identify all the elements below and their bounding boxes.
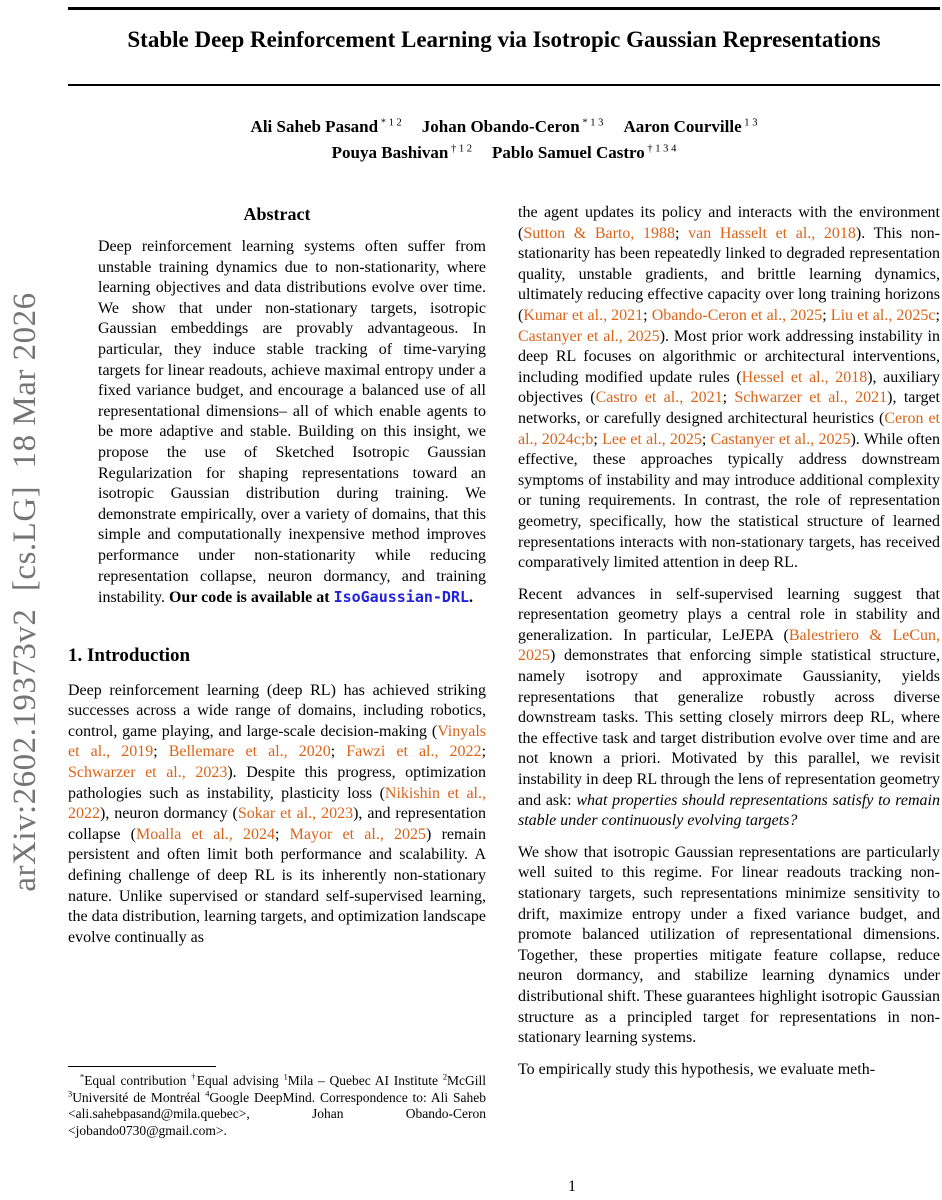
text-run: To empirically study this hypothesis, we evaluate meth- (518, 1060, 876, 1078)
superscript: † 1 3 4 (644, 143, 677, 155)
citation-link[interactable]: van Hasselt et al., 2018 (688, 224, 856, 242)
text-run: Recent advances in self-supervised learning suggest that representation geometry plays a central role in stability and generalization. In particular, LeJEPA ( (518, 585, 940, 644)
citation-link[interactable]: Vinyals et al., 2019 (68, 722, 486, 761)
text-run: We show that isotropic Gaussian representations are particularly well suited to this regime. For linear readouts tracking non-stationary targets, such representations minimize sensitivity to drift, maximize entropy under a fixed variance budget, and promote balanced utilization of representational dimensions. Together, these properties mitigate feature collapse, reduce neuron dormancy, and stabilize learning dynamics under distributional shift. These guarantees highlight isotropic Gaussian structure as a principled target for representations in non-stationary learning systems. (518, 843, 940, 1047)
text-run: the agent updates its policy and interacts with the environment ( (518, 204, 940, 242)
text-run: ) demonstrates that enforcing simple statistical structure, namely isotropy and approximate Gaussianity, yields representations that generalize robustly across diverse downstream tasks. This setting closely mirrors deep RL, where the effective task and target distribution evolve over time and are not known a priori. Motivated by this parallel, we revisit instability in deep RL through the lens of representation geometry and ask: (518, 647, 940, 809)
superscript: 3 (68, 1089, 73, 1099)
text-run: . (469, 589, 474, 607)
citation-link[interactable]: Fawzi et al., 2022 (346, 743, 482, 761)
abstract-text (98, 237, 486, 609)
superscript: * 1 2 (378, 117, 402, 129)
superscript: 1 (283, 1072, 288, 1082)
left-column (68, 200, 486, 1152)
text-run: ), and representation collapse ( (68, 805, 486, 843)
superscript: † (191, 1072, 197, 1082)
text-run: Mila – Quebec AI Institute (287, 1072, 443, 1088)
paragraph (518, 843, 940, 1049)
right-column (518, 200, 940, 1152)
text-run: ). This non-stationarity has been repeatedly linked to degraded representation quality, unstable gradients, and brittle learning dynamics, ultimately reducing effective capacity over long training horizons ( (518, 224, 940, 324)
paragraph (518, 1060, 940, 1081)
text-run: ; (822, 306, 831, 324)
title-rule-bottom (68, 84, 940, 86)
text-run: ; (701, 430, 711, 448)
text-run: ; (275, 825, 290, 843)
citation-link[interactable]: Mayor et al., 2025 (289, 825, 427, 843)
citation-link[interactable]: Obando-Ceron et al., 2025 (651, 306, 823, 324)
superscript: 4 (205, 1089, 210, 1099)
citation-link[interactable]: Nikishin et al., 2022 (68, 784, 486, 823)
paragraph (518, 203, 940, 574)
abstract-heading: Abstract (243, 204, 311, 224)
page-content (68, 0, 940, 1195)
citation-link[interactable]: Castro et al., 2021 (595, 389, 723, 407)
superscript: * (80, 1072, 85, 1082)
citation-link[interactable]: Moalla et al., 2024 (135, 825, 276, 843)
paper-title: Stable Deep Reinforcement Learning via Isotropic Gaussian Representations (127, 27, 881, 52)
text-run: Aaron Courville (623, 117, 742, 136)
arxiv-watermark: arXiv:2602.19373v2 [cs.LG] 18 Mar 2026 (7, 292, 43, 892)
section-heading-introduction: 1. Introduction (68, 644, 191, 666)
citation-link[interactable]: Liu et al., 2025c (830, 306, 936, 324)
text-run: ) remain persistent and often limit both performance and scalability. A defining challenge of deep RL is its inherently non-stationary nature. Unlike supervised or standard self-supervised learning, the data distribution, learning targets, and optimization landscape evolve continually as (68, 825, 486, 946)
citation-link[interactable]: Kumar et al., 2021 (523, 306, 644, 324)
text-run: Equal contribution (84, 1072, 192, 1088)
citation-link[interactable]: Ceron et al., 2024c;b (518, 409, 940, 448)
footnote-block (68, 1066, 486, 1140)
text-run: Equal advising (196, 1072, 284, 1088)
citation-link[interactable]: Castanyer et al., 2025 (518, 327, 660, 345)
text-run: Pouya Bashivan (331, 143, 449, 162)
text-run: Deep reinforcement learning systems often suffer from unstable training dynamics due to non-stationarity, where learning objectives and data distributions evolve over time. We show that under non-stationary targets, isotropic Gaussian embeddings are provably advantageous. In particular, they induce stable tracking of time-varying targets for linear readouts, achieve maximal entropy under a fixed variance budget, and encourage a balanced use of all representational dimensions– all of which enable agents to be more adaptive and stable. Building on this insight, we propose the use of Sketched Isotropic Gaussian Regularization for shaping representations toward an isotropic Gaussian distribution during training. We demonstrate empirically, over a variety of domains, that this simple and computationally inexpensive method improves performance under non-stationarity while reducing representation collapse, neuron dormancy, and training instability. (98, 238, 486, 607)
page-number: 1 (568, 1178, 576, 1195)
text-run: ; (481, 743, 486, 761)
text-run: Pablo Samuel Castro (492, 143, 645, 162)
text-run: Google DeepMind. Correspondence to: Ali Saheb <ali.sahebpasand@mila.quebec>, Johan Obando-Ceron <jobando0730@gmail.com>. (68, 1089, 486, 1139)
text-run: ; (643, 306, 652, 324)
text-run: Johan Obando-Ceron (421, 117, 580, 136)
citation-link[interactable]: Balestriero & LeCun, 2025 (518, 626, 940, 665)
text-run: ; (153, 743, 169, 761)
citation-link[interactable]: Schwarzer et al., 2021 (734, 389, 888, 407)
citation-link[interactable]: Hessel et al., 2018 (741, 368, 868, 386)
author-line-1 (68, 114, 940, 140)
text-run: Université de Montréal (72, 1089, 206, 1105)
citation-link[interactable]: Castanyer et al., 2025 (710, 430, 851, 448)
footnote-rule (68, 1066, 216, 1067)
author-line-2 (68, 140, 940, 166)
citation-link[interactable]: Lee et al., 2025 (602, 430, 702, 448)
title-rule-top (68, 7, 940, 10)
code-link[interactable]: IsoGaussian-DRL (333, 588, 470, 607)
text-run: ), auxiliary objectives ( (518, 368, 940, 407)
footnote-text (68, 1073, 486, 1140)
text-run: ; (593, 430, 603, 448)
superscript: † 1 2 (448, 143, 473, 155)
text-run: ), neuron dormancy ( (100, 805, 238, 823)
text-run: ; (675, 224, 689, 242)
text-run: Deep reinforcement learning (deep RL) has achieved striking successes across a wide range of domains, including robotics, control, game playing, and large-scale decision-making ( (68, 681, 486, 740)
text-run: Ali Saheb Pasand (250, 117, 379, 136)
citation-link[interactable]: Sokar et al., 2023 (237, 805, 354, 823)
paragraph (68, 681, 486, 949)
text-run: ). Despite this progress, optimization pathologies such as instability, plasticity loss ( (68, 764, 486, 802)
text-run: ; (722, 389, 735, 407)
superscript: * 1 3 (579, 117, 604, 129)
text-run: what properties should representations satisfy to remain stable under continuously evolving targets? (518, 791, 940, 830)
text-run: ). While often effective, these approaches typically address downstream symptoms of instability and may introduce additional complexity or tuning requirements. In contrast, the role of representation geometry, specifically, how the statistical structure of learned representations interacts with non-stationary targets, has received comparatively limited attention in deep RL. (518, 430, 940, 572)
citation-link[interactable]: Bellemare et al., 2020 (168, 743, 331, 761)
two-column-body (68, 200, 940, 1152)
superscript: 1 3 (741, 117, 758, 129)
text-run: ). Most prior work addressing instability in deep RL focuses on algorithmic or architectural interventions, including modified update rules ( (518, 327, 940, 386)
citation-link[interactable]: Schwarzer et al., 2023 (68, 764, 228, 782)
text-run: McGill (447, 1072, 486, 1088)
paragraph (518, 585, 940, 832)
citation-link[interactable]: Sutton & Barto, 1988 (523, 224, 676, 242)
text-run: Our code is available at (168, 589, 334, 607)
text-run: ; (330, 743, 347, 761)
author-block (68, 114, 940, 166)
superscript: 2 (442, 1072, 447, 1082)
text-run: ; (935, 306, 940, 324)
text-run: ), target networks, or carefully designed architectural heuristics ( (518, 389, 940, 427)
